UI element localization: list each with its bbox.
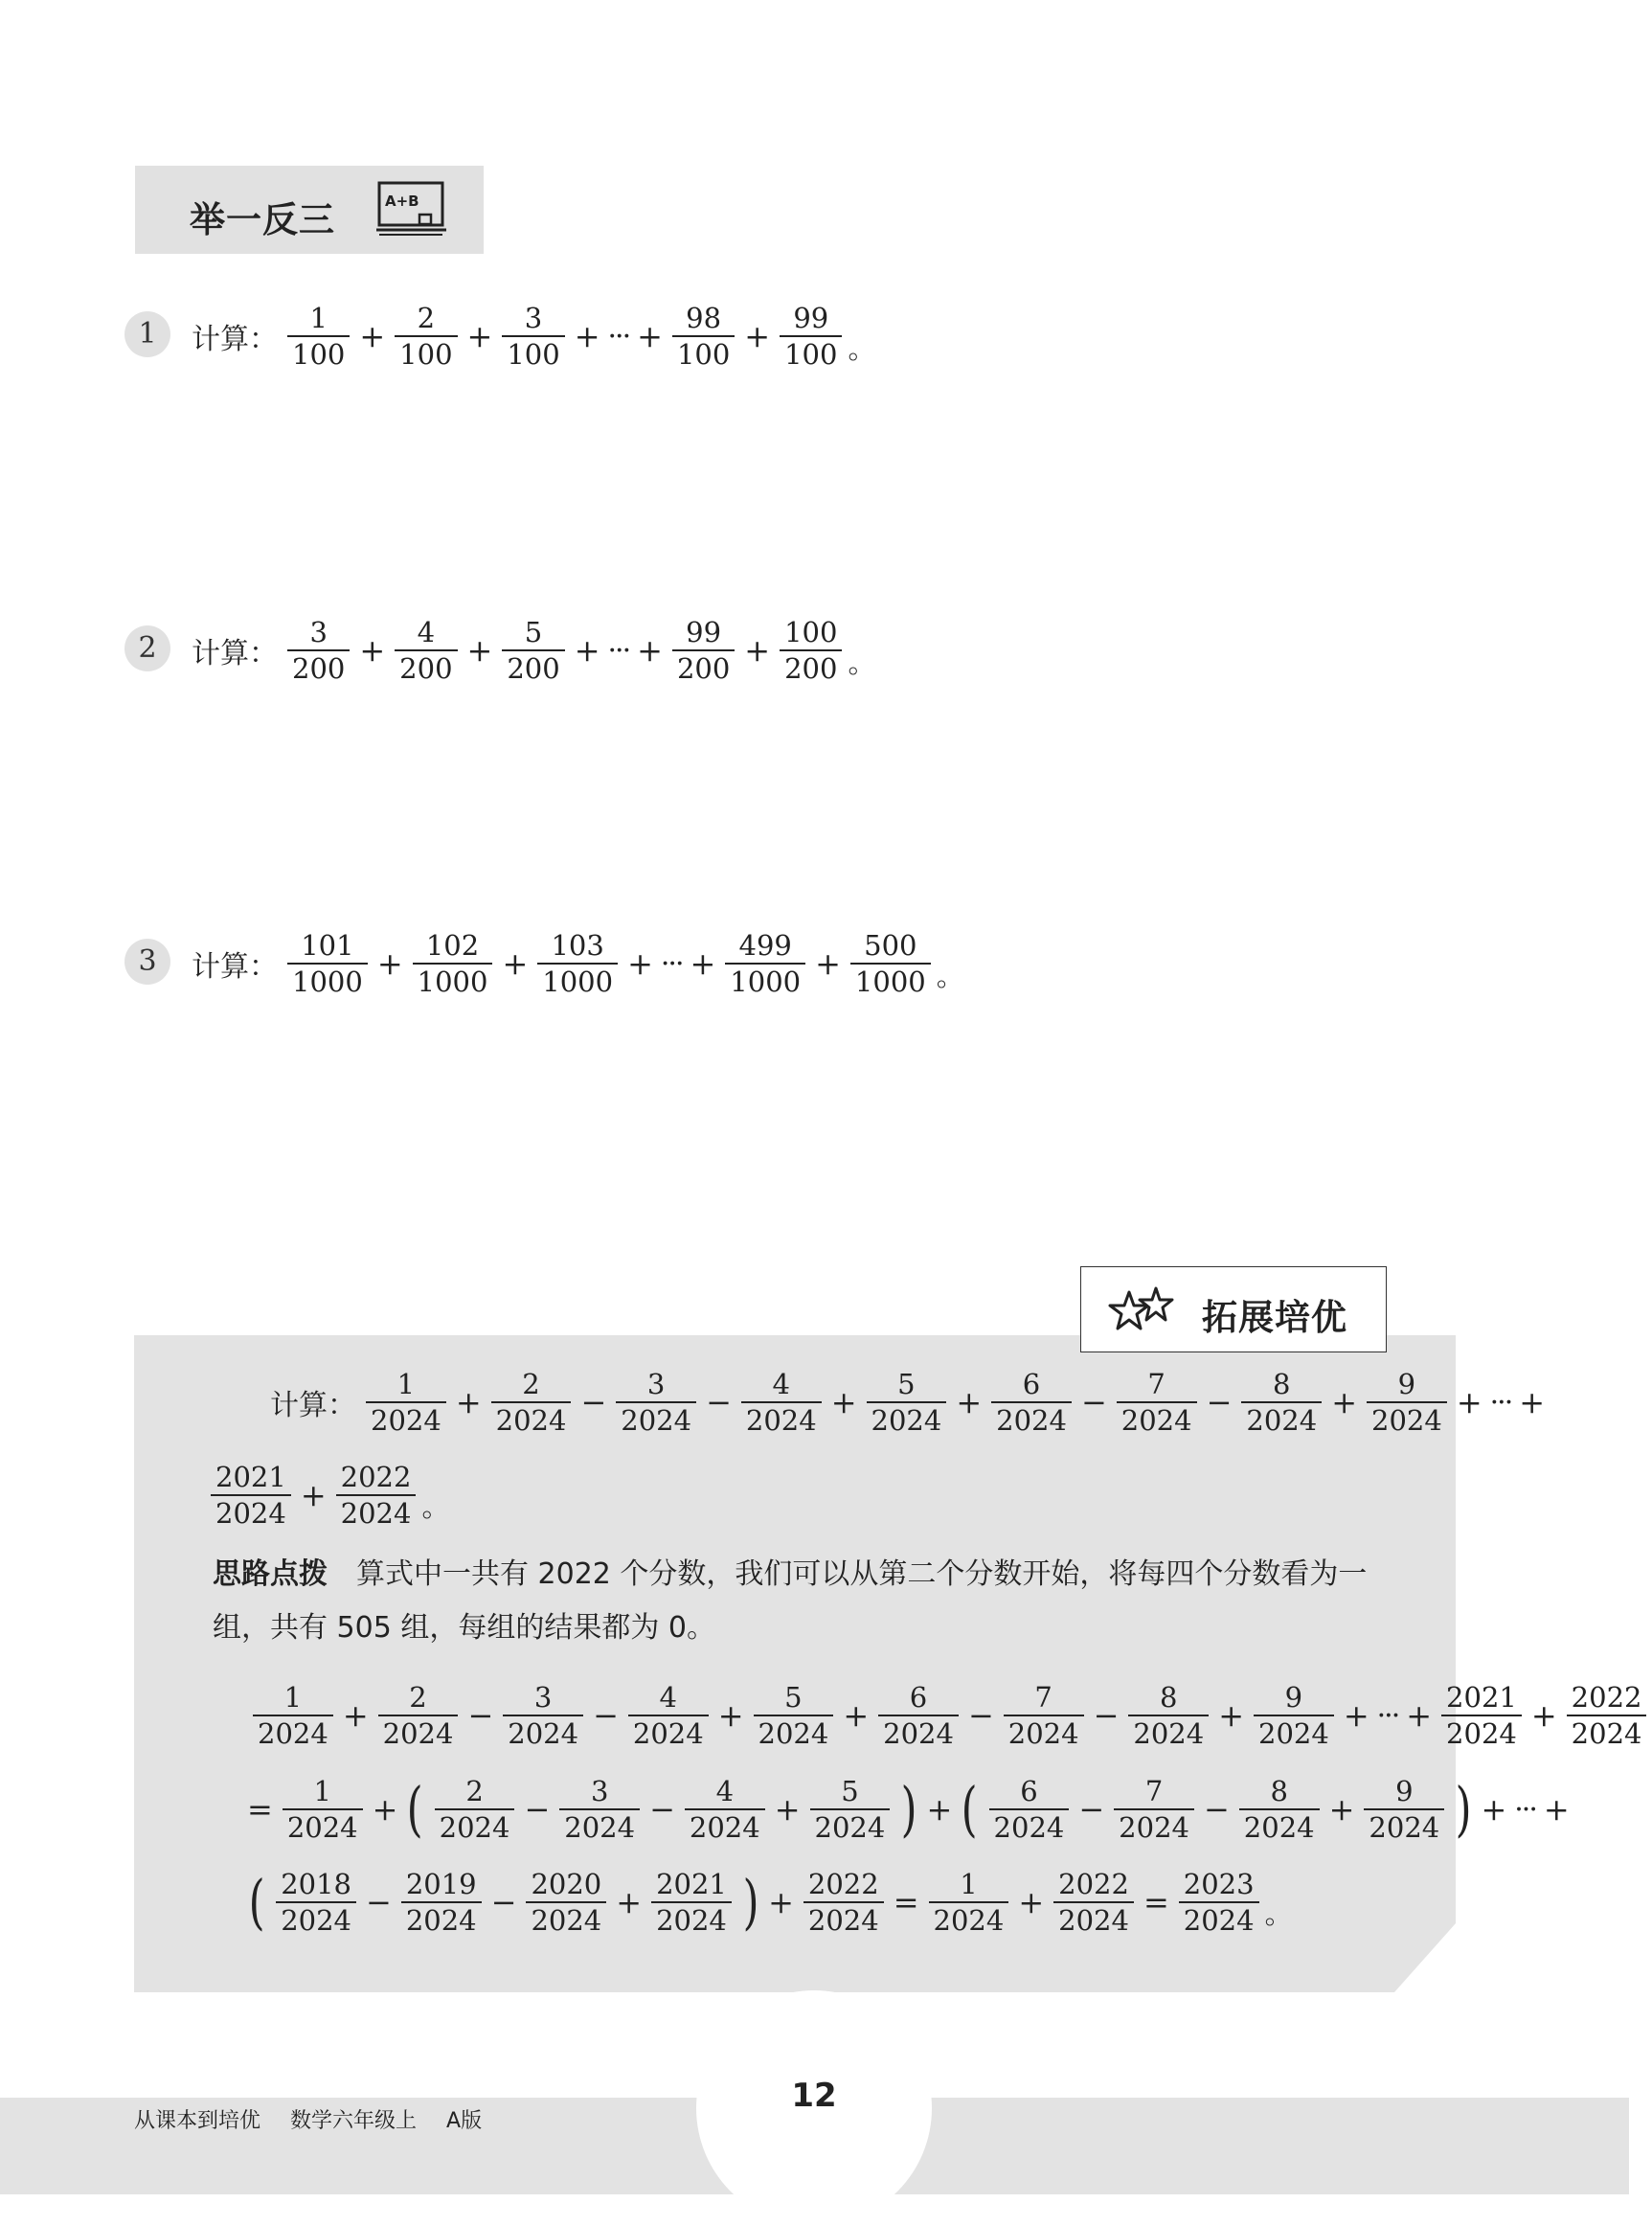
fraction (336, 1463, 417, 1529)
blackboard-text: A+B (385, 193, 419, 210)
numerator: 3 (524, 301, 543, 334)
operator: + (774, 1791, 801, 1828)
fraction (989, 1777, 1070, 1843)
operator: − (1093, 1697, 1120, 1735)
fraction (502, 615, 564, 685)
denominator: 2024 (401, 1901, 482, 1935)
denominator: 2024 (378, 1715, 459, 1748)
numerator: 4 (659, 1681, 677, 1714)
denominator: 1000 (850, 963, 931, 996)
numerator: 1 (309, 301, 328, 334)
operator: + (455, 1384, 482, 1421)
exercise-expression (192, 616, 875, 685)
operator: + (815, 945, 841, 982)
fraction (1364, 1777, 1444, 1843)
fraction (867, 1370, 947, 1436)
operator: + (1481, 1791, 1507, 1828)
book-info (134, 2098, 505, 2146)
extension-problem-line-2 (205, 1463, 449, 1529)
operator: + (637, 318, 663, 354)
solution-line-2 (243, 1774, 1573, 1845)
operator: + (1331, 1384, 1357, 1421)
operator: = (1143, 1884, 1169, 1921)
ellipsis: ··· (607, 319, 630, 353)
operator: + (830, 1384, 857, 1421)
fraction (413, 928, 493, 998)
numerator: 8 (1270, 1775, 1288, 1807)
denominator: 2024 (685, 1808, 765, 1842)
numerator: 3 (590, 1775, 609, 1807)
fraction (1053, 1870, 1134, 1936)
fraction (780, 615, 842, 685)
solution-line-3 (243, 1867, 1293, 1938)
numerator: 5 (524, 615, 543, 648)
operator: + (502, 945, 529, 982)
operator: + (1543, 1791, 1570, 1828)
operator: + (342, 1697, 369, 1735)
extension-title: 拓展培优 (1202, 1297, 1347, 1338)
ellipsis: ··· (607, 633, 630, 668)
period: 。 (936, 960, 964, 992)
fraction (672, 615, 735, 685)
fraction (850, 928, 931, 998)
denominator: 200 (672, 649, 735, 683)
section-header (135, 166, 484, 254)
operator: + (843, 1697, 870, 1735)
numerator: 2022 (1058, 1868, 1129, 1900)
denominator: 2024 (336, 1494, 417, 1528)
denominator: 2024 (503, 1715, 583, 1748)
denominator: 2024 (1254, 1715, 1334, 1748)
exercise-number: 3 (124, 939, 170, 985)
denominator: 2024 (1053, 1901, 1134, 1935)
denominator: 2024 (810, 1808, 891, 1842)
denominator: 2024 (276, 1901, 356, 1935)
fraction (616, 1370, 696, 1436)
denominator: 2024 (803, 1901, 884, 1935)
operator: + (744, 318, 771, 354)
numerator: 4 (715, 1775, 735, 1807)
period: 。 (421, 1489, 450, 1523)
denominator: 2024 (491, 1401, 572, 1435)
operator: + (1328, 1791, 1355, 1828)
exercise-expression (192, 302, 875, 371)
operator: + (466, 632, 493, 669)
numerator: 1 (396, 1368, 416, 1400)
operator: + (300, 1477, 327, 1514)
fraction (672, 301, 735, 371)
numerator: 1 (960, 1868, 978, 1900)
denominator: 2024 (616, 1401, 696, 1435)
operator: + (690, 945, 716, 982)
denominator: 2024 (1567, 1715, 1647, 1748)
problem-label: 计算： (270, 1389, 356, 1423)
fraction (287, 301, 350, 371)
denominator: 200 (502, 649, 564, 683)
denominator: 2024 (867, 1401, 947, 1435)
fraction (395, 301, 457, 371)
denominator: 2024 (929, 1901, 1009, 1935)
numerator: 2022 (807, 1868, 879, 1900)
operator: − (593, 1697, 619, 1735)
fraction (1114, 1777, 1194, 1843)
operator: + (717, 1697, 744, 1735)
fraction (1567, 1683, 1647, 1749)
operator: + (359, 632, 386, 669)
book-edition: A版 (446, 2109, 483, 2133)
fraction (287, 928, 368, 998)
parenthesis: ( (407, 1774, 424, 1845)
fraction (628, 1683, 709, 1749)
operator: = (893, 1884, 919, 1921)
fraction (1441, 1683, 1522, 1749)
operator: − (967, 1697, 994, 1735)
fraction (537, 928, 618, 998)
numerator: 2022 (340, 1461, 412, 1493)
parenthesis: ) (742, 1867, 759, 1938)
denominator: 1000 (537, 963, 618, 996)
denominator: 2024 (741, 1401, 822, 1435)
numerator: 100 (784, 615, 838, 648)
numerator: 6 (1020, 1775, 1038, 1807)
operator: + (1218, 1697, 1244, 1735)
operator: − (1078, 1791, 1105, 1828)
section-title: 举一反三 (190, 199, 335, 240)
denominator: 1000 (287, 963, 368, 996)
numerator: 9 (1397, 1368, 1416, 1400)
numerator: 2 (522, 1368, 540, 1400)
operator: + (616, 1884, 643, 1921)
denominator: 2024 (989, 1808, 1070, 1842)
denominator: 2024 (526, 1901, 606, 1935)
numerator: 8 (1160, 1681, 1178, 1714)
denominator: 2024 (1239, 1808, 1320, 1842)
hint-paragraph (213, 1548, 1381, 1655)
operator: = (247, 1791, 273, 1828)
operator: − (580, 1384, 607, 1421)
fraction (526, 1870, 606, 1936)
fraction (378, 1683, 459, 1749)
exercise-expression (192, 929, 964, 998)
numerator: 1 (283, 1681, 303, 1714)
operator: + (574, 632, 600, 669)
denominator: 100 (395, 335, 457, 369)
parenthesis: ) (900, 1774, 917, 1845)
numerator: 2021 (656, 1868, 727, 1900)
ellipsis: ··· (1489, 1385, 1512, 1420)
fraction (754, 1683, 834, 1749)
extension-header (1080, 1266, 1387, 1352)
numerator: 103 (551, 928, 604, 962)
numerator: 4 (417, 615, 436, 648)
operator: + (574, 318, 600, 354)
numerator: 7 (1144, 1775, 1164, 1807)
numerator: 2020 (531, 1868, 602, 1900)
denominator: 2024 (1367, 1401, 1447, 1435)
fraction (1241, 1370, 1322, 1436)
extension-problem-line-1 (270, 1370, 1549, 1436)
denominator: 2024 (559, 1808, 640, 1842)
fraction (1254, 1683, 1334, 1749)
numerator: 9 (1284, 1681, 1303, 1714)
denominator: 2024 (991, 1401, 1072, 1435)
numerator: 3 (646, 1368, 666, 1400)
fraction (401, 1870, 482, 1936)
numerator: 3 (309, 615, 328, 648)
denominator: 200 (780, 649, 842, 683)
period: 。 (848, 332, 876, 365)
numerator: 6 (1022, 1368, 1041, 1400)
operator: − (1206, 1384, 1233, 1421)
parenthesis: ( (248, 1867, 265, 1938)
operator: + (1406, 1697, 1433, 1735)
exercise-number: 1 (124, 311, 170, 357)
numerator: 5 (897, 1368, 916, 1400)
fraction (780, 301, 842, 371)
numerator: 2018 (281, 1868, 352, 1900)
operator: + (1343, 1697, 1369, 1735)
fraction (651, 1870, 732, 1936)
fraction (503, 1683, 583, 1749)
operator: − (1080, 1384, 1107, 1421)
numerator: 5 (784, 1681, 803, 1714)
denominator: 100 (287, 335, 350, 369)
fraction (1128, 1683, 1209, 1749)
denominator: 2024 (878, 1715, 959, 1748)
operator: + (466, 318, 493, 354)
fraction (1367, 1370, 1447, 1436)
operator: + (627, 945, 653, 982)
exercise-number: 2 (124, 625, 170, 671)
operator: − (649, 1791, 675, 1828)
denominator: 2024 (435, 1808, 515, 1842)
operator: − (366, 1884, 392, 1921)
numerator: 499 (738, 928, 792, 962)
fraction (1179, 1870, 1259, 1936)
denominator: 100 (672, 335, 735, 369)
denominator: 2024 (1114, 1808, 1194, 1842)
numerator: 102 (425, 928, 480, 962)
denominator: 2024 (1004, 1715, 1084, 1748)
denominator: 2024 (1241, 1401, 1322, 1435)
denominator: 200 (395, 649, 457, 683)
denominator: 2024 (1441, 1715, 1522, 1748)
denominator: 100 (780, 335, 842, 369)
fraction (287, 615, 350, 685)
numerator: 4 (772, 1368, 790, 1400)
operator: + (1519, 1384, 1546, 1421)
numerator: 5 (841, 1775, 859, 1807)
denominator: 2024 (1128, 1715, 1209, 1748)
exercise-label: 计算： (192, 950, 278, 984)
denominator: 1000 (413, 963, 493, 996)
stars-icon (1106, 1284, 1179, 1338)
operator: + (768, 1884, 794, 1921)
numerator: 2 (417, 301, 436, 334)
operator: − (524, 1791, 551, 1828)
ellipsis: ··· (660, 946, 683, 981)
operator: + (376, 945, 403, 982)
fraction (929, 1870, 1009, 1936)
numerator: 6 (909, 1681, 928, 1714)
numerator: 99 (686, 615, 722, 648)
numerator: 2019 (405, 1868, 477, 1900)
fraction (491, 1370, 572, 1436)
parenthesis: ( (961, 1774, 978, 1845)
operator: − (706, 1384, 732, 1421)
fraction (803, 1870, 884, 1936)
numerator: 101 (301, 928, 354, 962)
fraction (253, 1683, 333, 1749)
denominator: 2024 (651, 1901, 732, 1935)
book-subject: 数学六年级上 (290, 2109, 418, 2133)
book-title: 从课本到培优 (134, 2109, 261, 2133)
operator: + (1018, 1884, 1045, 1921)
denominator: 2024 (283, 1808, 363, 1842)
numerator: 500 (864, 928, 917, 962)
fraction (283, 1777, 363, 1843)
operator: + (926, 1791, 953, 1828)
operator: − (1203, 1791, 1230, 1828)
solution-line-1 (247, 1683, 1652, 1749)
denominator: 1000 (725, 963, 805, 996)
blackboard-icon (375, 180, 447, 238)
numerator: 9 (1395, 1775, 1414, 1807)
numerator: 2021 (1446, 1681, 1517, 1714)
fraction (1004, 1683, 1084, 1749)
operator: + (1456, 1384, 1482, 1421)
exercise-label: 计算： (192, 637, 278, 670)
numerator: 3 (533, 1681, 553, 1714)
denominator: 200 (287, 649, 350, 683)
numerator: 7 (1034, 1681, 1052, 1714)
fraction (502, 301, 564, 371)
exercise-label: 计算： (192, 323, 278, 356)
numerator: 2023 (1183, 1868, 1255, 1900)
fraction (685, 1777, 765, 1843)
fraction (1239, 1777, 1320, 1843)
page-number: 12 (791, 2077, 837, 2115)
denominator: 2024 (211, 1494, 291, 1528)
denominator: 2024 (1364, 1808, 1444, 1842)
denominator: 2024 (253, 1715, 333, 1748)
numerator: 99 (793, 301, 829, 334)
fraction (276, 1870, 356, 1936)
parenthesis: ) (1455, 1774, 1472, 1845)
operator: + (637, 632, 663, 669)
fraction (1117, 1370, 1197, 1436)
denominator: 2024 (1117, 1401, 1197, 1435)
fraction (741, 1370, 822, 1436)
numerator: 7 (1147, 1368, 1165, 1400)
period: 。 (848, 647, 876, 679)
operator: + (1530, 1697, 1557, 1735)
operator: + (744, 632, 771, 669)
denominator: 2024 (628, 1715, 709, 1748)
denominator: 2024 (366, 1401, 446, 1435)
numerator: 2 (465, 1775, 484, 1807)
fraction (810, 1777, 891, 1843)
fraction (878, 1683, 959, 1749)
fraction (435, 1777, 515, 1843)
denominator: 2024 (754, 1715, 834, 1748)
ellipsis: ··· (1514, 1792, 1536, 1827)
numerator: 2 (409, 1681, 427, 1714)
fraction (366, 1370, 446, 1436)
ellipsis: ··· (1376, 1698, 1399, 1733)
fraction (559, 1777, 640, 1843)
operator: + (372, 1791, 398, 1828)
operator: + (956, 1384, 983, 1421)
operator: + (359, 318, 386, 354)
denominator: 100 (502, 335, 564, 369)
fraction (725, 928, 805, 998)
fraction (991, 1370, 1072, 1436)
numerator: 2021 (215, 1461, 286, 1493)
numerator: 98 (686, 301, 722, 334)
hint-label: 思路点拨 (213, 1557, 328, 1591)
fraction (211, 1463, 291, 1529)
denominator: 2024 (1179, 1901, 1259, 1935)
numerator: 2022 (1571, 1681, 1642, 1714)
numerator: 1 (313, 1775, 331, 1807)
hint-text: 算式中一共有 2022 个分数，我们可以从第二个分数开始，将每四个分数看为一组，共有 505 组，每组的结果都为 0。 (213, 1557, 1368, 1645)
operator: − (490, 1884, 517, 1921)
period: 。 (1264, 1897, 1293, 1930)
operator: − (467, 1697, 494, 1735)
numerator: 8 (1273, 1368, 1291, 1400)
fraction (395, 615, 457, 685)
